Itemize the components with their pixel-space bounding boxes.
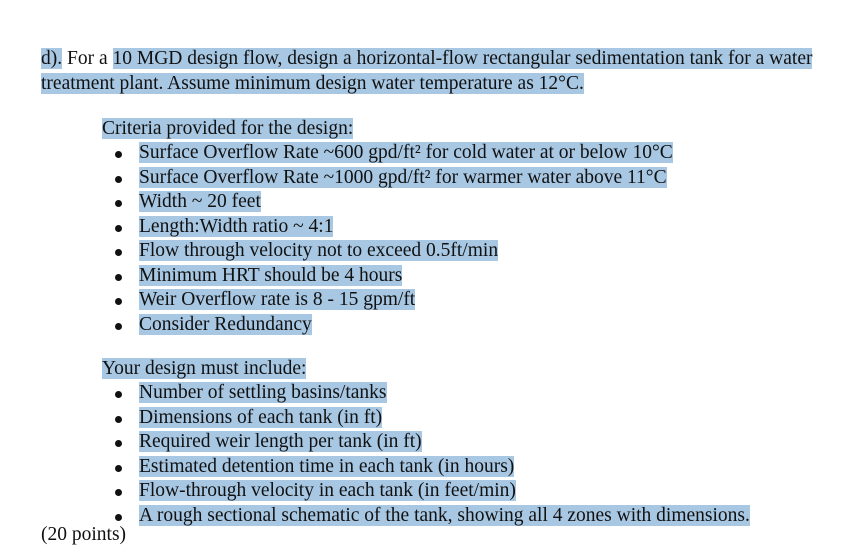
- question-text: 10 MGD design flow, design a horizontal-flow rectangular sedimentation tank for a water treatment plant. Assume minimum design water temperature as 12°C.: [41, 48, 813, 94]
- deliverables-item: Dimensions of each tank (in ft): [102, 406, 842, 431]
- criteria-section: [102, 116, 842, 337]
- bullet-icon: [115, 323, 122, 330]
- bullet-icon: [115, 489, 122, 496]
- criteria-item: Width ~ 20 feet: [102, 190, 842, 215]
- criteria-item: Flow through velocity not to exceed 0.5ft/min: [102, 239, 842, 264]
- bullet-icon: [115, 151, 122, 158]
- bullet-icon: [115, 225, 122, 232]
- criteria-item: Surface Overflow Rate ~1000 gpd/ft² for warmer water above 11°C: [102, 166, 842, 191]
- criteria-item: Length:Width ratio ~ 4:1: [102, 215, 842, 240]
- criteria-item: Consider Redundancy: [102, 313, 842, 338]
- bullet-icon: [115, 465, 122, 472]
- criteria-item: Weir Overflow rate is 8 - 15 gpm/ft: [102, 288, 842, 313]
- deliverables-section: [102, 356, 842, 528]
- deliverables-item: Estimated detention time in each tank (in hours): [102, 455, 842, 480]
- bullet-icon: [115, 416, 122, 423]
- question-label: d).: [41, 48, 63, 69]
- bullet-icon: [115, 200, 122, 207]
- criteria-list: [102, 141, 842, 337]
- bullet-icon: [115, 514, 122, 521]
- bullet-icon: [115, 176, 122, 183]
- bullet-icon: [115, 298, 122, 305]
- bullet-icon: [115, 391, 122, 398]
- criteria-item: Surface Overflow Rate ~600 gpd/ft² for cold water at or below 10°C: [102, 141, 842, 166]
- bullet-icon: [115, 274, 122, 281]
- criteria-heading: Criteria provided for the design:: [102, 118, 354, 139]
- points-label: (20 points): [41, 524, 127, 545]
- deliverables-list: [102, 381, 842, 528]
- bullet-icon: [115, 249, 122, 256]
- deliverables-item: A rough sectional schematic of the tank, showing all 4 zones with dimensions.: [102, 504, 842, 529]
- bullet-icon: [115, 440, 122, 447]
- criteria-item: Minimum HRT should be 4 hours: [102, 264, 842, 289]
- question-text-pre: For a: [67, 48, 108, 69]
- deliverables-item: Flow-through velocity in each tank (in feet/min): [102, 479, 842, 504]
- deliverables-item: Required weir length per tank (in ft): [102, 430, 842, 455]
- deliverables-heading: Your design must include:: [102, 358, 307, 379]
- question-paragraph: [41, 46, 849, 96]
- deliverables-item: Number of settling basins/tanks: [102, 381, 842, 406]
